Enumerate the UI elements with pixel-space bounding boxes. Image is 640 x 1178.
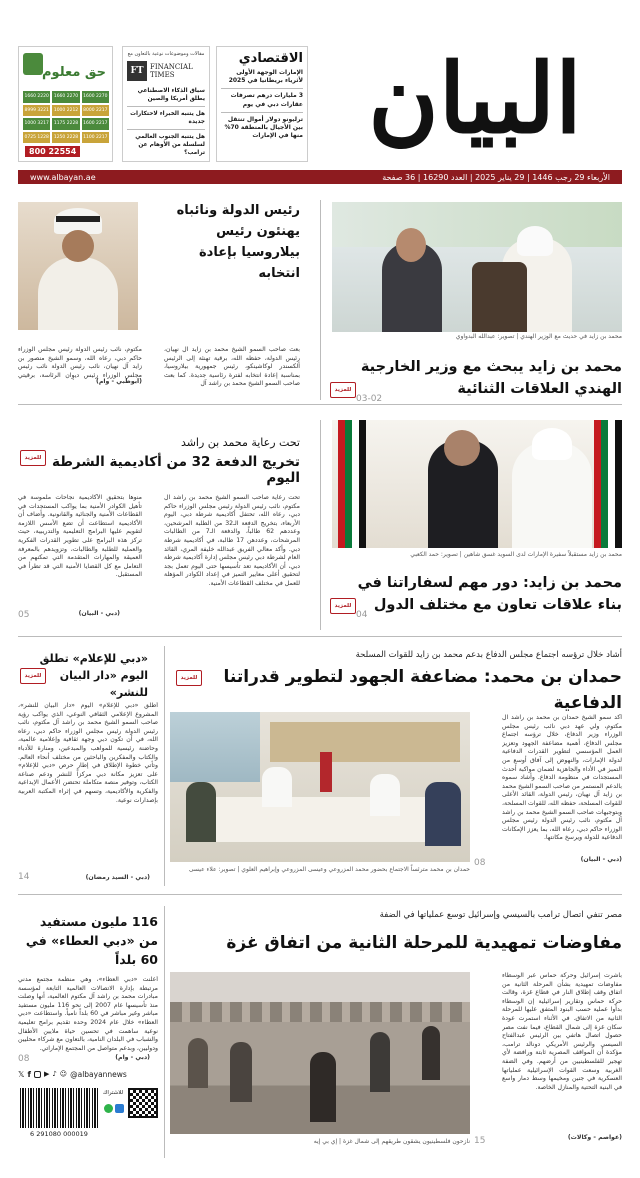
story3-headline[interactable]: تخريج الدفعة 32 من أكاديمية الشرطة اليوم (52, 454, 300, 486)
qr-code[interactable] (128, 1088, 158, 1118)
story8-headline[interactable]: 116 مليون مستفيد من «دبي العطاء» في 60 بلداً (25, 914, 158, 967)
story7-kicker: مصر تنفي اتصال ترامب بالسيسي وإسرائيل توسع عملياتها في الضفة (379, 910, 622, 920)
ad-code: 3221 8999 (23, 105, 50, 117)
ft-top: مقالات وموضوعات نوعية بالتعاون مع (127, 51, 205, 57)
barcode (20, 1088, 98, 1128)
ad-code: 1228 0725 (23, 132, 50, 144)
youtube-icon[interactable]: ▶ (43, 1070, 50, 1078)
story7-headline[interactable]: مفاوضات تمهيدية للمرحلة الثانية من اتفاق غزة (226, 933, 622, 953)
story8-page-ref: 08 (18, 1054, 30, 1064)
issue-line: الأربعاء 29 رجب 1446 | 29 يناير 2025 | العدد 16290 | 36 صفحة (382, 172, 610, 182)
x-icon[interactable]: 𝕏 (18, 1069, 25, 1079)
story3-body-b: منوهاً بتحقيق الأكاديمية نجاحات ملموسة في تأهيل الكوادر الأمنية بما يواكب المستجدات في القطاعات الأمنية والجنائية والقانونية. وأضاف أن الأكاديمية استطاعت أن تضع الأسس اللازمة لتقويم عليها البرامج التعليمية والتدريبية، حيث تركز هذه البرامج على تطوير القدرات الفكرية والعملية للطلبة والطالبات، وتزويدهم بالمعرفة العميقة والمهارات المتقدمة التي تمكنهم من التعامل مع كل القضايا الأمنية التي قد تطرأ في المستقبل. (18, 494, 142, 579)
ad-code: 2270 1600 (82, 91, 109, 103)
story3-credit: (دبي - البيان) (78, 610, 120, 617)
story6-body: أطلق «دبي للإعلام» اليوم «دار البيان للنشر»، المشروع الإعلامي الثقافي النوعي، الذي يواكب رؤية صاحب السمو الشيخ محمد بن راشد آل مكتوم، نائب رئيس الدولة رئيس مجلس الوزراء حاكم دبي، رعاه الله، في أن تكون دبي وجهة ثقافية وإعلامية عالمية، وحاضنة رئيسية للمواهب والمبدعين، ومنارة للأدباء والكتاب والمفكرين والباحثين من مختلف أنحاء العالم. وتأتي خطوة الإطلاق في إطار حرص «دبي للإعلام» على تعزيز مكانة دبي مركزاً للنشر ودعم صناعة الكتاب، وتوفير منصة متكاملة تحتضن الأعمال الإبداعية والفكرية والأكاديمية، وتسهم في إثراء المكتبة العربية بإصدارات نوعية. (18, 702, 158, 804)
ft-item[interactable]: هل يتنبه الخبراء لاحتكارات جديدة (130, 111, 205, 125)
instagram-icon[interactable] (34, 1071, 41, 1078)
date-bar (18, 170, 622, 184)
story6-credit: (دبي - السيد رمضان) (85, 874, 150, 881)
ad-phone: 800 22554 (25, 146, 80, 157)
subscribe-label[interactable]: للاشتراك (102, 1090, 124, 1096)
story4-page-ref: 04 (356, 610, 368, 620)
ad-code: 3217 1000 (23, 118, 50, 130)
story2-page-ref: 03-02 (356, 394, 383, 404)
story6-headline[interactable]: «دبي للإعلام» تطلق اليوم «دار البيان للنشر» (39, 652, 148, 699)
ad-code: 2228 1175 (52, 118, 79, 130)
story2-headline[interactable]: محمد بن زايد يبحث مع وزير الخارجية الهندي العلاقات الثنائية (360, 359, 622, 397)
ad-code: 2220 1660 (23, 91, 50, 103)
story7-credit: (عواصم - وكالات) (567, 1134, 622, 1141)
story2-caption: محمد بن زايد في حديث مع الوزير الهندي | تصوير: عبدالله البدواوي (455, 333, 622, 340)
ft-logo-icon: FT (127, 61, 147, 81)
tiktok-icon[interactable]: ♪ (52, 1070, 57, 1078)
photo-president-india (332, 202, 622, 332)
facebook-icon[interactable]: f (27, 1069, 31, 1079)
ad-banner[interactable] (18, 46, 113, 162)
ad-codes-grid (23, 91, 109, 143)
social-handle[interactable]: @albayannews (70, 1069, 127, 1079)
ad-title: حق معلوم (42, 65, 106, 80)
story7-page-ref: 15 (474, 1136, 486, 1146)
story4-headline[interactable]: محمد بن زايد: دور مهم لسفاراتنا في بناء علاقات تعاون مع مختلف الدول (357, 575, 622, 613)
story7-body: باشرت إسرائيل وحركة حماس عبر الوسطاء مفاوضات تمهيدية بشأن المرحلة الثانية من اتفاق وقف إطلاق النار في قطاع غزة، وقالت حركة حماس وتقارير إسرائيلية إن الوسطاء بدأوا عملية حسب البنود المتفق عليها للمرحلة الثانية من الاتفاق. في الأثناء استمرت عودة سكان غزة إلى شمال القطاع، فيما نفت مصر حصول اتصال هاتفي بين الرئيس عبدالفتاح السيسي والرئيس الأمريكي دونالد ترامب، مؤكدة أن المواقف المصرية ثابتة ورافضة لأي تهجير للفلسطينيين من أرضهم. وفي الضفة الغربية وسعت القوات الإسرائيلية عملياتها العسكرية في جنين ومخيمها وسط دمار واسع في البنية التحتية والمنازل الخاصة. (502, 972, 622, 1091)
economy-box[interactable] (216, 46, 308, 162)
ad-code: 2217 8000 (82, 105, 109, 117)
economy-item[interactable]: الإمارات الوجهة الأولى لأثرياء بريطانيا في 2025 (228, 69, 303, 85)
story3-page-ref: 05 (18, 610, 30, 620)
ad-code: 2212 1000 (52, 105, 79, 117)
photo-defence-council (170, 712, 470, 862)
story6-more-button[interactable]: للمزيد (20, 668, 46, 684)
story4-caption: محمد بن زايد مستقبلاً سفيرة الإمارات لدى السويد غسق شاهين | تصوير: حمد الكعبي (410, 551, 622, 558)
economy-item[interactable]: 3 مليارات درهم تصرفات عقارات دبي في يوم (230, 92, 303, 108)
story3-more-button[interactable]: للمزيد (20, 450, 46, 466)
phone-icon[interactable] (115, 1104, 124, 1113)
story7-caption: نازحون فلسطينيون يشقون طريقهم إلى شمال غزة | إي بي إيه (313, 1138, 470, 1145)
story5-credit: (دبي - البيان) (580, 856, 622, 863)
masthead-logo[interactable]: البيان (368, 42, 582, 155)
story1-credit: (أبوظبي - وام) (96, 378, 142, 385)
story5-kicker: أشاد خلال ترؤسه اجتماع مجلس الدفاع بدعم محمد بن زايد للقوات المسلحة (355, 650, 622, 660)
ad-code: 2270 1660 (52, 91, 79, 103)
story1-headline[interactable]: رئيس الدولة ونائباه يهنئون رئيس بيلاروسيا بإعادة انتخابه (176, 203, 300, 281)
story4-more-button[interactable]: للمزيد (330, 598, 356, 614)
story5-caption: حمدان بن محمد مترئساً الاجتماع بحضور محمد المزروعي وعيسى المزروعي وإبراهيم العلوي | تصوير: علاء عيسى (188, 866, 470, 873)
story8-body: أعلنت «دبي العطاء»، وهي منظمة مجتمع مدني مرتبطة بإدارة الاتصالات العالمية التابعة لمؤسسة مبادرات محمد بن راشد آل مكتوم العالمية، أنها وصلت منذ تأسيسها عام 2007 إلى نحو 116 مليون مستفيد مباشر وغير مباشر في 60 بلداً نامياً. واستطاعت «دبي العطاء» خلال عام 2024 وحده تقديم برامج تعليمية نوعية ساهمت في تحسين حياة ملايين الأطفال والشباب في البلدان النامية، بالتعاون مع شركاء محليين ودوليين، وبدعم متواصل من المجتمع الإماراتي. (18, 976, 158, 1052)
ad-code: 2217 1100 (82, 132, 109, 144)
story1-body-a: بعث صاحب السمو الشيخ محمد بن زايد آل نهيان، رئيس الدولة، حفظه الله، برقية تهنئة إلى الرئيس ألكسندر لوكاشينكو، رئيس جمهورية بيلاروسيا، بمناسبة إعادة انتخابه لفترة رئاسية جديدة. كما بعث صاحب السمو الشيخ محمد بن راشد آل (164, 346, 300, 388)
barcode-number: 6 291080 000019 (30, 1130, 88, 1138)
story6-page-ref: 14 (18, 872, 30, 882)
ft-brand-b: TIMES (150, 71, 175, 79)
ft-brand-a: FINANCIAL (150, 63, 193, 71)
story1-body-b: مكتوم، نائب رئيس الدولة رئيس مجلس الوزراء حاكم دبي، رعاه الله، وسمو الشيخ منصور بن زايد آل نهيان، نائب رئيس الدولة نائب رئيس مجلس الوزراء رئيس ديوان الرئاسة، برقيتي (18, 346, 142, 379)
ft-item[interactable]: هل يتنبه الجنوب العالمي لسلسلة من الأوهام عن ترامب؟ (135, 134, 205, 156)
story8-credit: (دبي - وام) (115, 1054, 150, 1061)
economy-item[interactable]: ترليونو دولار أموال تنتقل بين الأجيال بالمنطقة 70% منها في الإمارات (224, 115, 303, 140)
whatsapp-icon[interactable] (104, 1104, 113, 1113)
story5-more-button[interactable]: للمزيد (176, 670, 202, 686)
story3-body-a: تحت رعاية صاحب السمو الشيخ محمد بن راشد آل مكتوم، نائب رئيس الدولة رئيس مجلس الوزراء حاكم دبي، رعاه الله، تحتفل أكاديمية شرطة دبي، اليوم الأربعاء، بتخريج الدفعة الـ32 من الطلبة المرشحين، وعددهم 62 طالباً، والدفعة الـ7 من الطالبات المرشحات، وعددهن 17 طالبة، في أكاديمية شرطة دبي. وأكد معالي الفريق عبدالله خليفة المري، القائد العام لشرطة دبي رئيس مجلس إدارة أكاديمية شرطة دبي، أن الأكاديمية تعد تأسيسها حتى اليوم تعمل بجد لتحقيق أعلى معايير التميز في إعداد الكوادر المؤهلة للعمل في مختلف القطاعات الأمنية. (164, 494, 300, 587)
ad-code: 2228 1250 (52, 132, 79, 144)
snapchat-icon[interactable]: ☺ (59, 1070, 68, 1078)
photo-mbr (18, 202, 138, 330)
social-bar (18, 1068, 158, 1080)
story5-headline[interactable]: حمدان بن محمد: مضاعفة الجهود لتطوير قدراتنا الدفاعية (223, 667, 622, 713)
website-link[interactable]: www.albayan.ae (30, 172, 96, 182)
story3-kicker: تحت رعاية محمد بن راشد (180, 436, 300, 449)
ft-box[interactable] (122, 46, 210, 162)
ad-logo-icon (23, 53, 43, 75)
story2-more-button[interactable]: للمزيد (330, 382, 356, 398)
story5-page-ref: 08 (474, 858, 486, 868)
photo-gaza (170, 972, 470, 1134)
economy-title: الاقتصادي (238, 51, 303, 66)
ft-item[interactable]: سباق الذكاء الاصطناعي يطلق أمريكا والصين (137, 88, 205, 102)
story5-body: أكد سمو الشيخ حمدان بن محمد بن راشد آل مكتوم، ولي عهد دبي نائب رئيس مجلس الوزراء وزير الدفاع، خلال ترؤسه اجتماع مجلس الدفاع، أهمية مضاعفة الجهود وتعزيز العمل المؤسسي لتطوير القدرات الدفاعية لدولة الإمارات، والنهوض إلى آفاق أوسع من التميز في الأداء والجاهزية لضمان مواكبة أحدث المستجدات في منظومة الدفاع. وأشاد سموه بالدعم المستمر من صاحب السمو الشيخ محمد بن زايد آل نهيان، رئيس الدولة، القائد الأعلى للقوات المسلحة، حفظه الله، للقوات المسلحة، وبتوجيهات صاحب السمو الشيخ محمد بن راشد آل مكتوم، نائب رئيس الدولة رئيس مجلس الوزراء حاكم دبي، رعاه الله، بما يعزز الإمكانات الدفاعية للدولة ويرسخ مكانتها. (502, 714, 622, 842)
photo-ambassador (332, 420, 622, 548)
ad-code: 2217 1600 (82, 118, 109, 130)
